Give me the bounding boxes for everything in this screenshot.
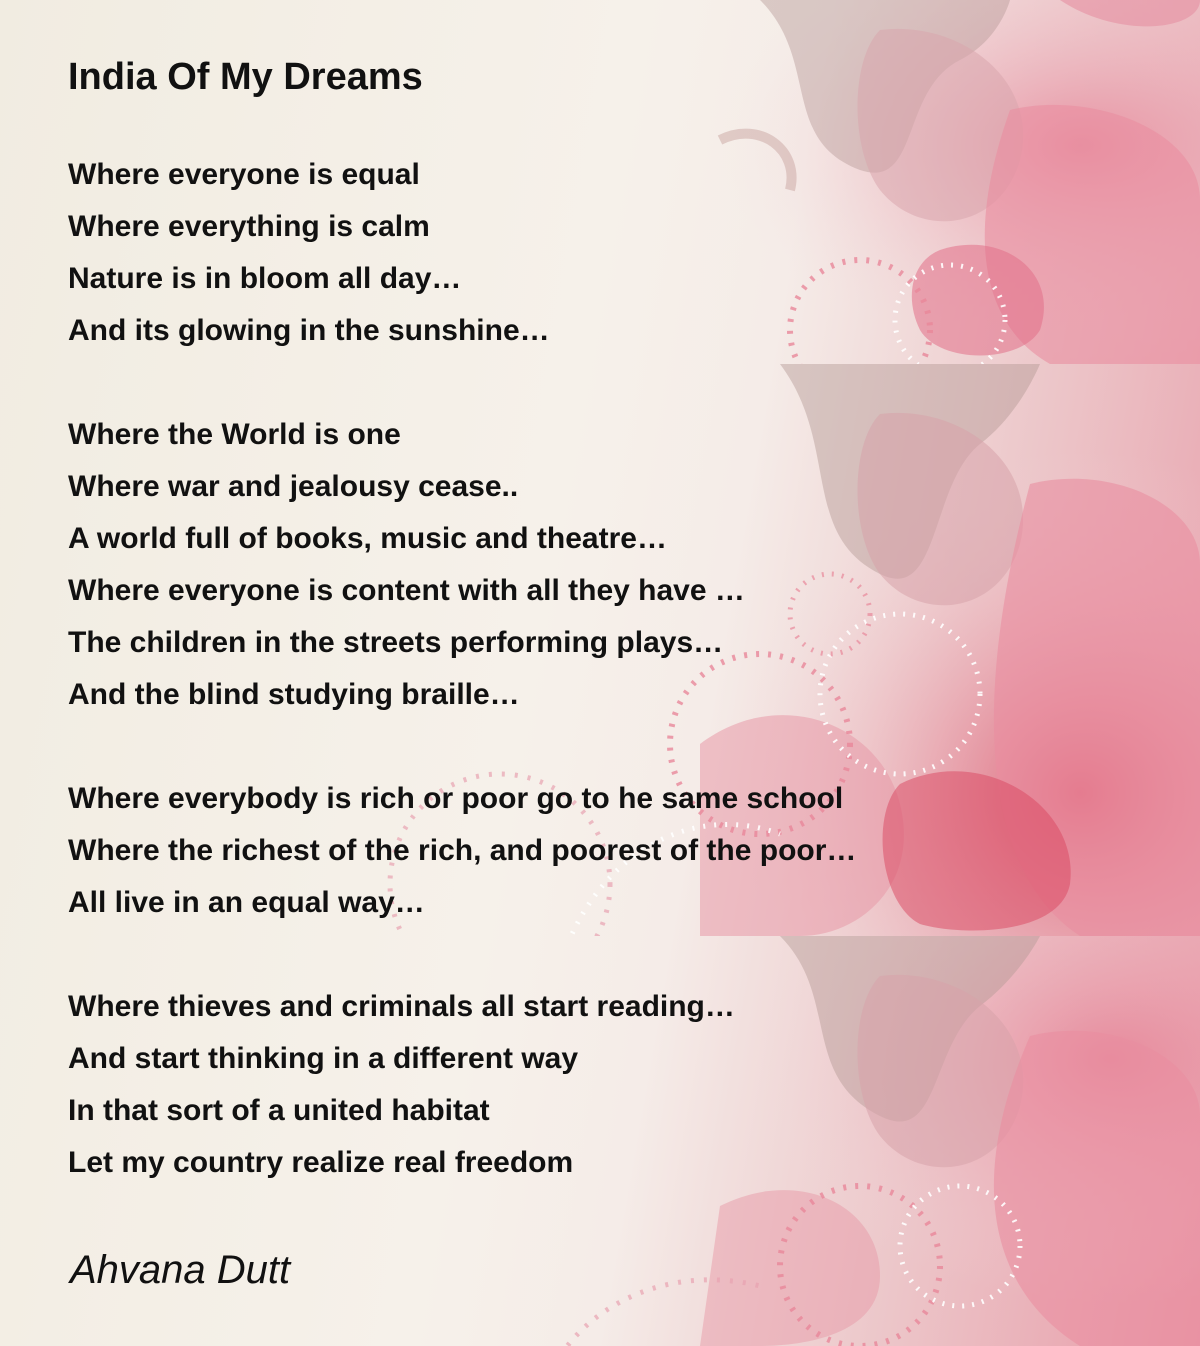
poem-line: Where the richest of the rich, and poorest of the poor… (68, 834, 857, 867)
poem-line: And the blind studying braille… (68, 678, 520, 711)
poem-line: And its glowing in the sunshine… (68, 314, 550, 347)
poem-line: Nature is in bloom all day… (68, 262, 462, 295)
poem-line: Where everybody is rich or poor go to he same school (68, 782, 844, 815)
poem-line: Where everyone is equal (68, 158, 420, 191)
poem-line: A world full of books, music and theatre… (68, 522, 667, 555)
poem-line: In that sort of a united habitat (68, 1094, 490, 1127)
poem-line: Where everything is calm (68, 210, 430, 243)
poem-line: Where war and jealousy cease.. (68, 470, 519, 503)
poem-title: India Of My Dreams (68, 56, 423, 98)
poem-line: Where thieves and criminals all start reading… (68, 990, 735, 1023)
poem-line: Where everyone is content with all they have … (68, 574, 745, 607)
poem-line: All live in an equal way… (68, 886, 425, 919)
poem-line: And start thinking in a different way (68, 1042, 579, 1075)
poem-line: The children in the streets performing plays… (68, 626, 724, 659)
poem-author: Ahvana Dutt (70, 1248, 291, 1292)
poem-line: Where the World is one (68, 418, 401, 451)
poem-line: Let my country realize real freedom (68, 1146, 574, 1179)
